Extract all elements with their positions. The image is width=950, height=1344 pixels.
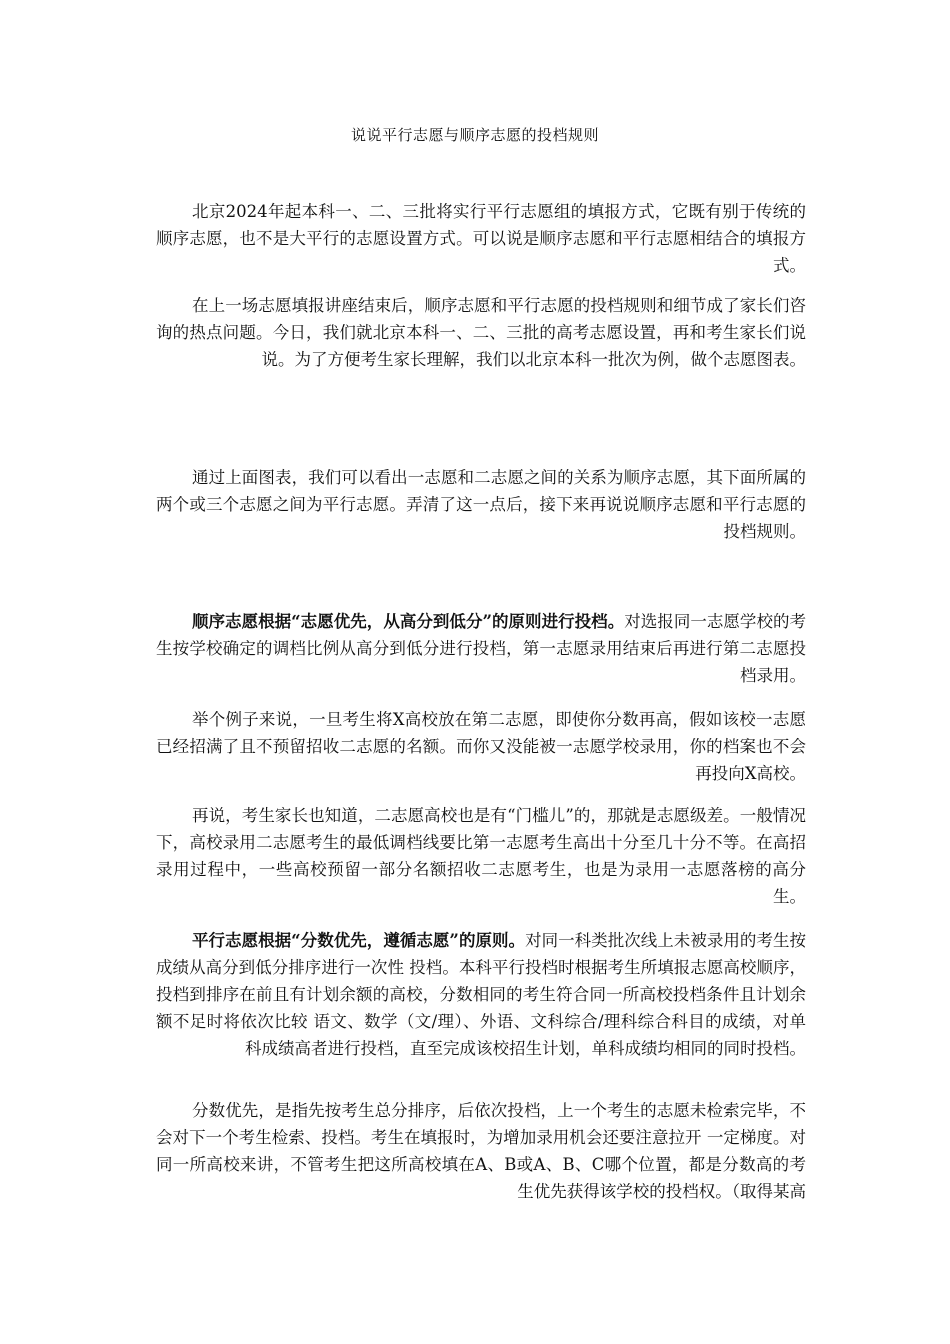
paragraph-8	[156, 1097, 806, 1205]
paragraph-text: 分数优先，是指先按考生总分排序，后依次投档，上一个考生的志愿未检索完毕，不会对下一个考生检索、投档。考生在填报时，为增加录用机会还要注意拉开 一定梯度。对同一所高校来讲，不管考生把这所高校填在A、B或A、B、C哪个位置，都是分数高的考生优先获得该学校的投档权。（取得某高	[156, 1101, 806, 1201]
paragraph-text: 对同一科类批次线上未被录用的考生按成绩从高分到低分排序进行一次性 投档。本科平行投档时根据考生所填报志愿高校顺序，投档到排序在前且有计划余额的高校，分数相同的考生符合同一所高校投档条件且计划余额不足时将依次比较 语文、数学（文/理）、外语、文科综合/理科综合科目的成绩，对单科成绩高者进行投档，直至完成该校招生计划，单科成绩均相同的同时投档。	[156, 931, 807, 1058]
paragraph-1	[156, 198, 806, 279]
paragraph-3	[156, 464, 806, 545]
paragraph-text: 北京2024年起本科一、二、三批将实行平行志愿组的填报方式，它既有别于传统的顺序志愿，也不是大平行的志愿设置方式。可以说是顺序志愿和平行志愿相结合的填报方式。	[156, 202, 806, 275]
paragraph-text: 在上一场志愿填报讲座结束后，顺序志愿和平行志愿的投档规则和细节成了家长们咨询的热点问题。今日，我们就北京本科一、二、三批的高考志愿设置，再和考生家长们说说。为了方便考生家长理解，我们以北京本科一批次为例，做个志愿图表。	[156, 296, 806, 369]
paragraph-bold-lead: 平行志愿根据“分数优先，遵循志愿”的原则。	[192, 931, 526, 950]
paragraph-text: 举个例子来说，一旦考生将X高校放在第二志愿，即使你分数再高，假如该校一志愿已经招满了且不预留招收二志愿的名额。而你又没能被一志愿学校录用，你的档案也不会再投向X高校。	[156, 710, 806, 783]
document-title: 说说平行志愿与顺序志愿的投档规则	[350, 126, 599, 144]
paragraph-4	[156, 608, 806, 689]
paragraph-text: 通过上面图表，我们可以看出一志愿和二志愿之间的关系为顺序志愿，其下面所属的两个或三个志愿之间为平行志愿。弄清了这一点后，接下来再说说顺序志愿和平行志愿的投档规则。	[156, 468, 806, 541]
paragraph-6	[156, 802, 806, 910]
paragraph-5	[156, 706, 806, 787]
paragraph-bold-lead: 顺序志愿根据“志愿优先，从高分到低分”的原则进行投档。	[192, 612, 625, 631]
paragraph-text: 再说，考生家长也知道，二志愿高校也是有“门槛儿”的，那就是志愿级差。一般情况下，高校录用二志愿考生的最低调档线要比第一志愿考生高出十分至几十分不等。在高招录用过程中，一些高校预留一部分名额招收二志愿考生，也是为录用一志愿落榜的高分生。	[156, 806, 806, 906]
paragraph-7	[156, 927, 806, 1062]
paragraph-text: 对选报同一志愿学校的考生按学校确定的调档比例从高分到低分进行投档，第一志愿录用结束后再进行第二志愿投档录用。	[156, 612, 807, 685]
paragraph-2	[156, 292, 806, 373]
